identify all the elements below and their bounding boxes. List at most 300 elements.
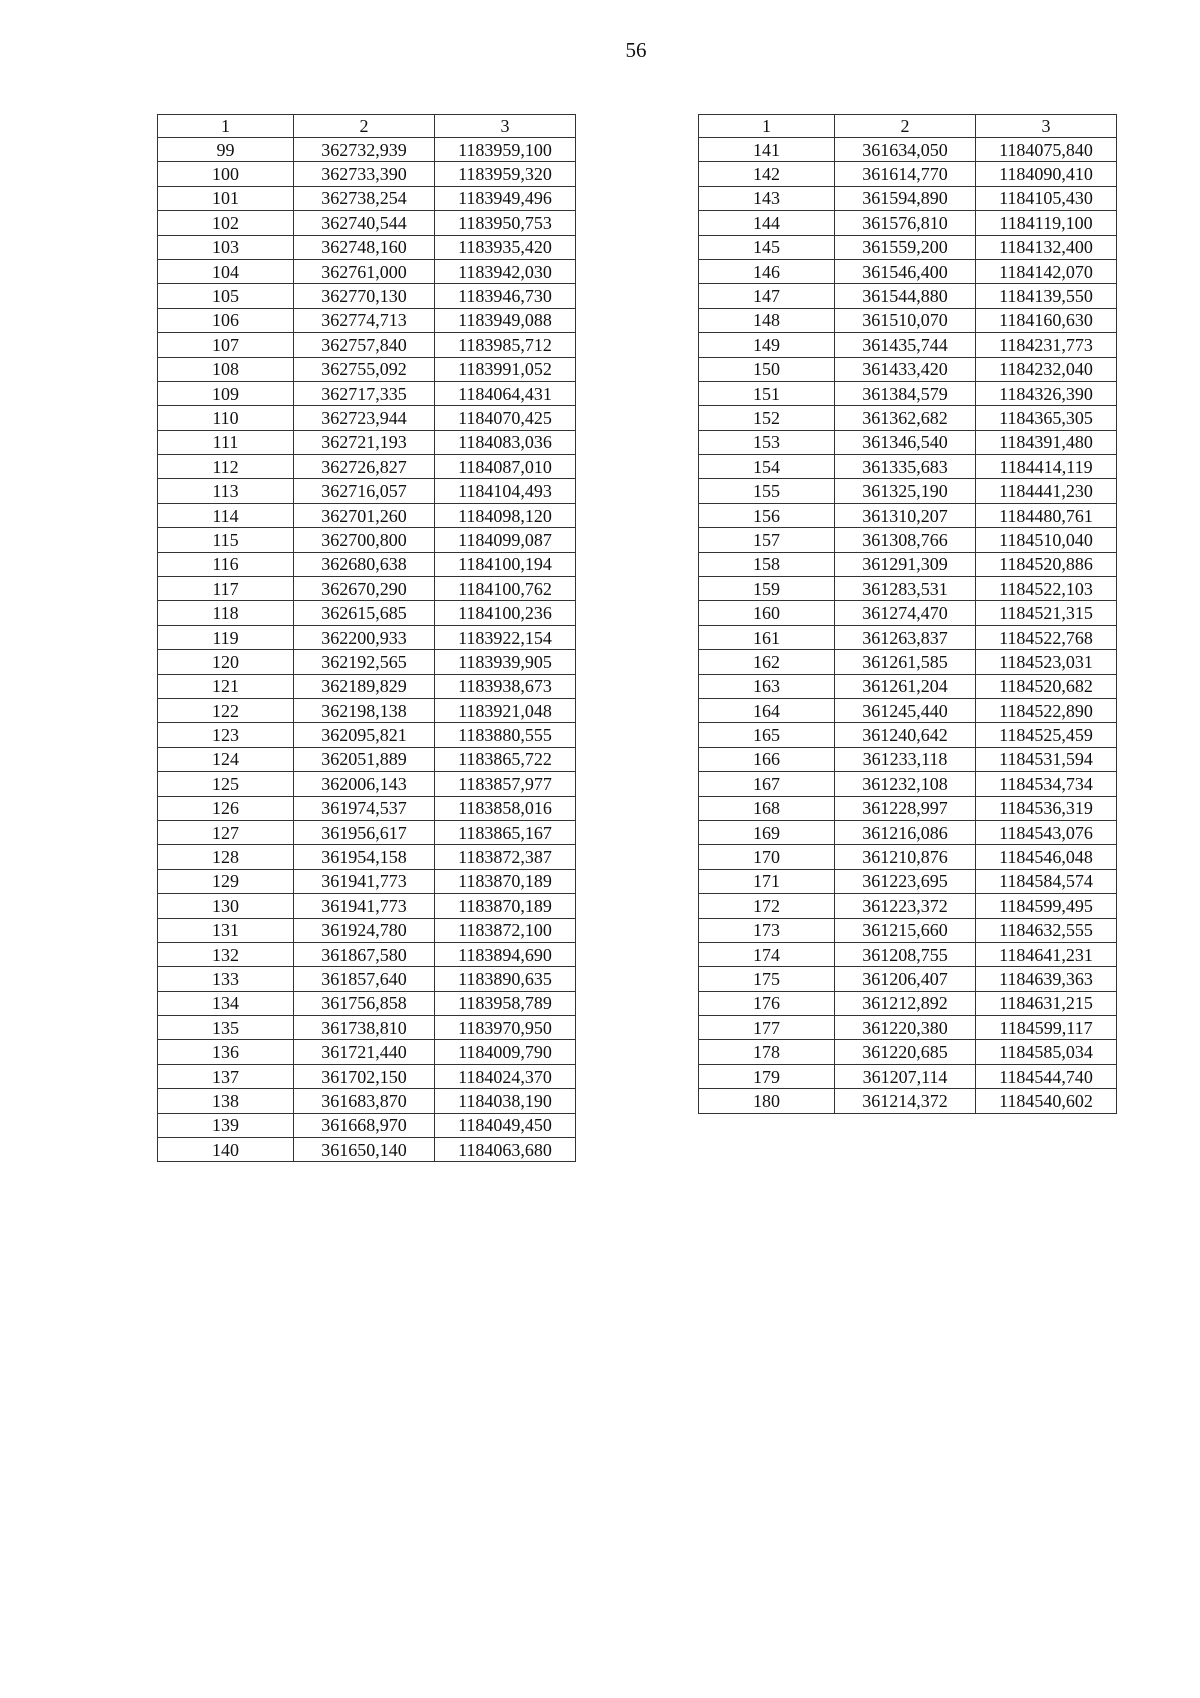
y-coordinate-cell: 1184326,390: [976, 381, 1117, 405]
x-coordinate-cell: 361240,642: [835, 723, 976, 747]
x-coordinate-cell: 361634,050: [835, 138, 976, 162]
x-coordinate-cell: 361650,140: [294, 1138, 435, 1162]
point-number-cell: 159: [699, 577, 835, 601]
x-coordinate-cell: 361220,380: [835, 1016, 976, 1040]
point-number-cell: 167: [699, 772, 835, 796]
x-coordinate-cell: 362700,800: [294, 528, 435, 552]
point-number-cell: 115: [158, 528, 294, 552]
y-coordinate-cell: 1183985,712: [435, 333, 576, 357]
column-header: 3: [976, 115, 1117, 138]
x-coordinate-cell: 361433,420: [835, 357, 976, 381]
point-number-cell: 135: [158, 1016, 294, 1040]
x-coordinate-cell: 362717,335: [294, 381, 435, 405]
table-row: [699, 333, 1117, 357]
y-coordinate-cell: 1184365,305: [976, 406, 1117, 430]
table-row: [158, 650, 576, 674]
x-coordinate-cell: 362726,827: [294, 455, 435, 479]
table-row: [158, 138, 576, 162]
x-coordinate-cell: 361212,892: [835, 991, 976, 1015]
table-row: [699, 601, 1117, 625]
table-row: [158, 625, 576, 649]
point-number-cell: 107: [158, 333, 294, 357]
table-row: [699, 723, 1117, 747]
y-coordinate-cell: 1184639,363: [976, 967, 1117, 991]
y-coordinate-cell: 1184536,319: [976, 796, 1117, 820]
y-coordinate-cell: 1183858,016: [435, 796, 576, 820]
x-coordinate-cell: 361974,537: [294, 796, 435, 820]
x-coordinate-cell: 361594,890: [835, 186, 976, 210]
table-row: [699, 211, 1117, 235]
table-row: [158, 845, 576, 869]
table-row: [699, 698, 1117, 722]
y-coordinate-cell: 1184641,231: [976, 942, 1117, 966]
table-row: [158, 1016, 576, 1040]
point-number-cell: 164: [699, 698, 835, 722]
y-coordinate-cell: 1183958,789: [435, 991, 576, 1015]
x-coordinate-cell: 361228,997: [835, 796, 976, 820]
point-number-cell: 156: [699, 503, 835, 527]
table-row: [158, 796, 576, 820]
y-coordinate-cell: 1183880,555: [435, 723, 576, 747]
y-coordinate-cell: 1183894,690: [435, 942, 576, 966]
column-header: 3: [435, 115, 576, 138]
table-row: [699, 430, 1117, 454]
table-row: [699, 162, 1117, 186]
table-row: [158, 820, 576, 844]
x-coordinate-cell: 361576,810: [835, 211, 976, 235]
y-coordinate-cell: 1184585,034: [976, 1040, 1117, 1064]
x-coordinate-cell: 361291,309: [835, 552, 976, 576]
point-number-cell: 124: [158, 747, 294, 771]
point-number-cell: 144: [699, 211, 835, 235]
y-coordinate-cell: 1184232,040: [976, 357, 1117, 381]
table-row: [699, 991, 1117, 1015]
table-row: [158, 894, 576, 918]
y-coordinate-cell: 1183870,189: [435, 894, 576, 918]
point-number-cell: 158: [699, 552, 835, 576]
point-number-cell: 113: [158, 479, 294, 503]
y-coordinate-cell: 1184132,400: [976, 235, 1117, 259]
y-coordinate-cell: 1184049,450: [435, 1113, 576, 1137]
point-number-cell: 129: [158, 869, 294, 893]
table-row: [699, 528, 1117, 552]
x-coordinate-cell: 361261,204: [835, 674, 976, 698]
y-coordinate-cell: 1184546,048: [976, 845, 1117, 869]
point-number-cell: 179: [699, 1064, 835, 1088]
x-coordinate-cell: 361216,086: [835, 820, 976, 844]
table-row: [699, 772, 1117, 796]
x-coordinate-cell: 361223,695: [835, 869, 976, 893]
y-coordinate-cell: 1183921,048: [435, 698, 576, 722]
x-coordinate-cell: 362732,939: [294, 138, 435, 162]
table-row: [158, 479, 576, 503]
table-row: [158, 259, 576, 283]
x-coordinate-cell: 362095,821: [294, 723, 435, 747]
point-number-cell: 149: [699, 333, 835, 357]
point-number-cell: 155: [699, 479, 835, 503]
y-coordinate-cell: 1184119,100: [976, 211, 1117, 235]
point-number-cell: 100: [158, 162, 294, 186]
point-number-cell: 110: [158, 406, 294, 430]
column-header: 1: [158, 115, 294, 138]
x-coordinate-cell: 361756,858: [294, 991, 435, 1015]
table-row: [158, 723, 576, 747]
x-coordinate-cell: 362733,390: [294, 162, 435, 186]
point-number-cell: 176: [699, 991, 835, 1015]
x-coordinate-cell: 361283,531: [835, 577, 976, 601]
x-coordinate-cell: 361435,744: [835, 333, 976, 357]
x-coordinate-cell: 361215,660: [835, 918, 976, 942]
point-number-cell: 126: [158, 796, 294, 820]
table-row: [158, 747, 576, 771]
y-coordinate-cell: 1184087,010: [435, 455, 576, 479]
point-number-cell: 132: [158, 942, 294, 966]
y-coordinate-cell: 1184099,087: [435, 528, 576, 552]
point-number-cell: 133: [158, 967, 294, 991]
point-number-cell: 119: [158, 625, 294, 649]
y-coordinate-cell: 1184070,425: [435, 406, 576, 430]
table-row: [699, 650, 1117, 674]
point-number-cell: 116: [158, 552, 294, 576]
x-coordinate-cell: 361956,617: [294, 820, 435, 844]
table-row: [158, 455, 576, 479]
x-coordinate-cell: 361263,837: [835, 625, 976, 649]
table-header-row: [158, 115, 576, 138]
x-coordinate-cell: 362200,933: [294, 625, 435, 649]
x-coordinate-cell: 361857,640: [294, 967, 435, 991]
point-number-cell: 118: [158, 601, 294, 625]
y-coordinate-cell: 1184064,431: [435, 381, 576, 405]
y-coordinate-cell: 1183870,189: [435, 869, 576, 893]
y-coordinate-cell: 1183865,167: [435, 820, 576, 844]
y-coordinate-cell: 1183949,496: [435, 186, 576, 210]
table-row: [699, 820, 1117, 844]
point-number-cell: 180: [699, 1089, 835, 1113]
column-header: 2: [835, 115, 976, 138]
x-coordinate-cell: 361245,440: [835, 698, 976, 722]
y-coordinate-cell: 1183970,950: [435, 1016, 576, 1040]
point-number-cell: 166: [699, 747, 835, 771]
x-coordinate-cell: 361924,780: [294, 918, 435, 942]
x-coordinate-cell: 362189,829: [294, 674, 435, 698]
x-coordinate-cell: 361208,755: [835, 942, 976, 966]
table-row: [158, 1040, 576, 1064]
point-number-cell: 142: [699, 162, 835, 186]
point-number-cell: 101: [158, 186, 294, 210]
y-coordinate-cell: 1184521,315: [976, 601, 1117, 625]
table-row: [699, 1089, 1117, 1113]
x-coordinate-cell: 361233,118: [835, 747, 976, 771]
table-row: [699, 967, 1117, 991]
table-row: [699, 942, 1117, 966]
x-coordinate-cell: 361308,766: [835, 528, 976, 552]
point-number-cell: 134: [158, 991, 294, 1015]
point-number-cell: 102: [158, 211, 294, 235]
point-number-cell: 99: [158, 138, 294, 162]
table-row: [699, 259, 1117, 283]
y-coordinate-cell: 1184024,370: [435, 1064, 576, 1088]
x-coordinate-cell: 361274,470: [835, 601, 976, 625]
point-number-cell: 157: [699, 528, 835, 552]
y-coordinate-cell: 1183938,673: [435, 674, 576, 698]
y-coordinate-cell: 1183949,088: [435, 308, 576, 332]
point-number-cell: 106: [158, 308, 294, 332]
table-row: [699, 138, 1117, 162]
y-coordinate-cell: 1184525,459: [976, 723, 1117, 747]
point-number-cell: 125: [158, 772, 294, 796]
table-row: [699, 1040, 1117, 1064]
x-coordinate-cell: 361738,810: [294, 1016, 435, 1040]
x-coordinate-cell: 361261,585: [835, 650, 976, 674]
table-row: [699, 186, 1117, 210]
table-header-row: [699, 115, 1117, 138]
point-number-cell: 151: [699, 381, 835, 405]
y-coordinate-cell: 1184100,236: [435, 601, 576, 625]
point-number-cell: 160: [699, 601, 835, 625]
table-row: [158, 503, 576, 527]
point-number-cell: 122: [158, 698, 294, 722]
point-number-cell: 137: [158, 1064, 294, 1088]
x-coordinate-cell: 362006,143: [294, 772, 435, 796]
table-row: [158, 942, 576, 966]
point-number-cell: 147: [699, 284, 835, 308]
point-number-cell: 177: [699, 1016, 835, 1040]
point-number-cell: 152: [699, 406, 835, 430]
y-coordinate-cell: 1184105,430: [976, 186, 1117, 210]
point-number-cell: 130: [158, 894, 294, 918]
table-row: [699, 1064, 1117, 1088]
table-row: [699, 845, 1117, 869]
point-number-cell: 103: [158, 235, 294, 259]
point-number-cell: 128: [158, 845, 294, 869]
point-number-cell: 146: [699, 259, 835, 283]
table-row: [158, 698, 576, 722]
y-coordinate-cell: 1184160,630: [976, 308, 1117, 332]
y-coordinate-cell: 1184231,773: [976, 333, 1117, 357]
point-number-cell: 174: [699, 942, 835, 966]
table-row: [699, 869, 1117, 893]
x-coordinate-cell: 362774,713: [294, 308, 435, 332]
y-coordinate-cell: 1184139,550: [976, 284, 1117, 308]
table-row: [699, 455, 1117, 479]
table-row: [699, 918, 1117, 942]
y-coordinate-cell: 1184142,070: [976, 259, 1117, 283]
y-coordinate-cell: 1184522,890: [976, 698, 1117, 722]
table-row: [699, 381, 1117, 405]
point-number-cell: 169: [699, 820, 835, 844]
point-number-cell: 162: [699, 650, 835, 674]
x-coordinate-cell: 362738,254: [294, 186, 435, 210]
y-coordinate-cell: 1184584,574: [976, 869, 1117, 893]
y-coordinate-cell: 1183865,722: [435, 747, 576, 771]
table-row: [699, 552, 1117, 576]
table-row: [158, 869, 576, 893]
point-number-cell: 105: [158, 284, 294, 308]
y-coordinate-cell: 1184063,680: [435, 1138, 576, 1162]
point-number-cell: 136: [158, 1040, 294, 1064]
table-row: [699, 577, 1117, 601]
y-coordinate-cell: 1184523,031: [976, 650, 1117, 674]
x-coordinate-cell: 361559,200: [835, 235, 976, 259]
y-coordinate-cell: 1183857,977: [435, 772, 576, 796]
y-coordinate-cell: 1184100,762: [435, 577, 576, 601]
x-coordinate-cell: 361544,880: [835, 284, 976, 308]
point-number-cell: 104: [158, 259, 294, 283]
x-coordinate-cell: 362670,290: [294, 577, 435, 601]
x-coordinate-cell: 361223,372: [835, 894, 976, 918]
point-number-cell: 114: [158, 503, 294, 527]
table-row: [699, 357, 1117, 381]
x-coordinate-cell: 361683,870: [294, 1089, 435, 1113]
point-number-cell: 153: [699, 430, 835, 454]
table-row: [158, 381, 576, 405]
y-coordinate-cell: 1183959,320: [435, 162, 576, 186]
x-coordinate-cell: 361207,114: [835, 1064, 976, 1088]
point-number-cell: 143: [699, 186, 835, 210]
table-row: [158, 991, 576, 1015]
table-row: [158, 162, 576, 186]
x-coordinate-cell: 361206,407: [835, 967, 976, 991]
table-row: [158, 406, 576, 430]
y-coordinate-cell: 1183935,420: [435, 235, 576, 259]
x-coordinate-cell: 361702,150: [294, 1064, 435, 1088]
point-number-cell: 178: [699, 1040, 835, 1064]
y-coordinate-cell: 1184522,103: [976, 577, 1117, 601]
table-row: [158, 1064, 576, 1088]
x-coordinate-cell: 361214,372: [835, 1089, 976, 1113]
point-number-cell: 127: [158, 820, 294, 844]
point-number-cell: 117: [158, 577, 294, 601]
x-coordinate-cell: 361310,207: [835, 503, 976, 527]
x-coordinate-cell: 361346,540: [835, 430, 976, 454]
point-number-cell: 111: [158, 430, 294, 454]
column-header: 1: [699, 115, 835, 138]
x-coordinate-cell: 362680,638: [294, 552, 435, 576]
table-row: [699, 406, 1117, 430]
y-coordinate-cell: 1183890,635: [435, 967, 576, 991]
point-number-cell: 163: [699, 674, 835, 698]
table-row: [699, 625, 1117, 649]
table-row: [158, 308, 576, 332]
y-coordinate-cell: 1184083,036: [435, 430, 576, 454]
y-coordinate-cell: 1183939,905: [435, 650, 576, 674]
y-coordinate-cell: 1183991,052: [435, 357, 576, 381]
x-coordinate-cell: 361220,685: [835, 1040, 976, 1064]
x-coordinate-cell: 361941,773: [294, 869, 435, 893]
table-row: [158, 528, 576, 552]
point-number-cell: 108: [158, 357, 294, 381]
table-row: [158, 211, 576, 235]
x-coordinate-cell: 361867,580: [294, 942, 435, 966]
x-coordinate-cell: 361614,770: [835, 162, 976, 186]
table-row: [699, 235, 1117, 259]
point-number-cell: 165: [699, 723, 835, 747]
point-number-cell: 172: [699, 894, 835, 918]
x-coordinate-cell: 362761,000: [294, 259, 435, 283]
y-coordinate-cell: 1184520,886: [976, 552, 1117, 576]
x-coordinate-cell: 361510,070: [835, 308, 976, 332]
table-row: [158, 430, 576, 454]
x-coordinate-cell: 361941,773: [294, 894, 435, 918]
x-coordinate-cell: 362192,565: [294, 650, 435, 674]
y-coordinate-cell: 1184098,120: [435, 503, 576, 527]
y-coordinate-cell: 1183872,387: [435, 845, 576, 869]
y-coordinate-cell: 1184441,230: [976, 479, 1117, 503]
point-number-cell: 154: [699, 455, 835, 479]
x-coordinate-cell: 361384,579: [835, 381, 976, 405]
table-row: [158, 1138, 576, 1162]
y-coordinate-cell: 1184531,594: [976, 747, 1117, 771]
point-number-cell: 171: [699, 869, 835, 893]
y-coordinate-cell: 1184540,602: [976, 1089, 1117, 1113]
x-coordinate-cell: 362716,057: [294, 479, 435, 503]
y-coordinate-cell: 1183942,030: [435, 259, 576, 283]
point-number-cell: 148: [699, 308, 835, 332]
point-number-cell: 109: [158, 381, 294, 405]
table-row: [158, 235, 576, 259]
y-coordinate-cell: 1184480,761: [976, 503, 1117, 527]
y-coordinate-cell: 1183872,100: [435, 918, 576, 942]
point-number-cell: 123: [158, 723, 294, 747]
point-number-cell: 121: [158, 674, 294, 698]
x-coordinate-cell: 362615,685: [294, 601, 435, 625]
table-row: [158, 357, 576, 381]
x-coordinate-cell: 361954,158: [294, 845, 435, 869]
x-coordinate-cell: 362755,092: [294, 357, 435, 381]
table-row: [699, 747, 1117, 771]
y-coordinate-cell: 1184599,495: [976, 894, 1117, 918]
y-coordinate-cell: 1183922,154: [435, 625, 576, 649]
table-row: [158, 552, 576, 576]
x-coordinate-cell: 362723,944: [294, 406, 435, 430]
table-row: [699, 503, 1117, 527]
y-coordinate-cell: 1184038,190: [435, 1089, 576, 1113]
point-number-cell: 112: [158, 455, 294, 479]
y-coordinate-cell: 1184631,215: [976, 991, 1117, 1015]
y-coordinate-cell: 1184391,480: [976, 430, 1117, 454]
y-coordinate-cell: 1183959,100: [435, 138, 576, 162]
table-row: [699, 1016, 1117, 1040]
x-coordinate-cell: 361721,440: [294, 1040, 435, 1064]
x-coordinate-cell: 362721,193: [294, 430, 435, 454]
y-coordinate-cell: 1184520,682: [976, 674, 1117, 698]
table-row: [158, 1089, 576, 1113]
x-coordinate-cell: 361210,876: [835, 845, 976, 869]
y-coordinate-cell: 1184009,790: [435, 1040, 576, 1064]
table-row: [699, 284, 1117, 308]
x-coordinate-cell: 361335,683: [835, 455, 976, 479]
table-row: [158, 967, 576, 991]
y-coordinate-cell: 1184104,493: [435, 479, 576, 503]
point-number-cell: 139: [158, 1113, 294, 1137]
y-coordinate-cell: 1184544,740: [976, 1064, 1117, 1088]
x-coordinate-cell: 361232,108: [835, 772, 976, 796]
table-row: [158, 772, 576, 796]
y-coordinate-cell: 1184414,119: [976, 455, 1117, 479]
table-row: [699, 674, 1117, 698]
y-coordinate-cell: 1184599,117: [976, 1016, 1117, 1040]
point-number-cell: 131: [158, 918, 294, 942]
page-number: 56: [625, 38, 647, 62]
y-coordinate-cell: 1184100,194: [435, 552, 576, 576]
x-coordinate-cell: 361546,400: [835, 259, 976, 283]
x-coordinate-cell: 362051,889: [294, 747, 435, 771]
y-coordinate-cell: 1184534,734: [976, 772, 1117, 796]
coordinates-table-left: [157, 114, 576, 1162]
table-row: [158, 674, 576, 698]
table-row: [158, 577, 576, 601]
point-number-cell: 175: [699, 967, 835, 991]
